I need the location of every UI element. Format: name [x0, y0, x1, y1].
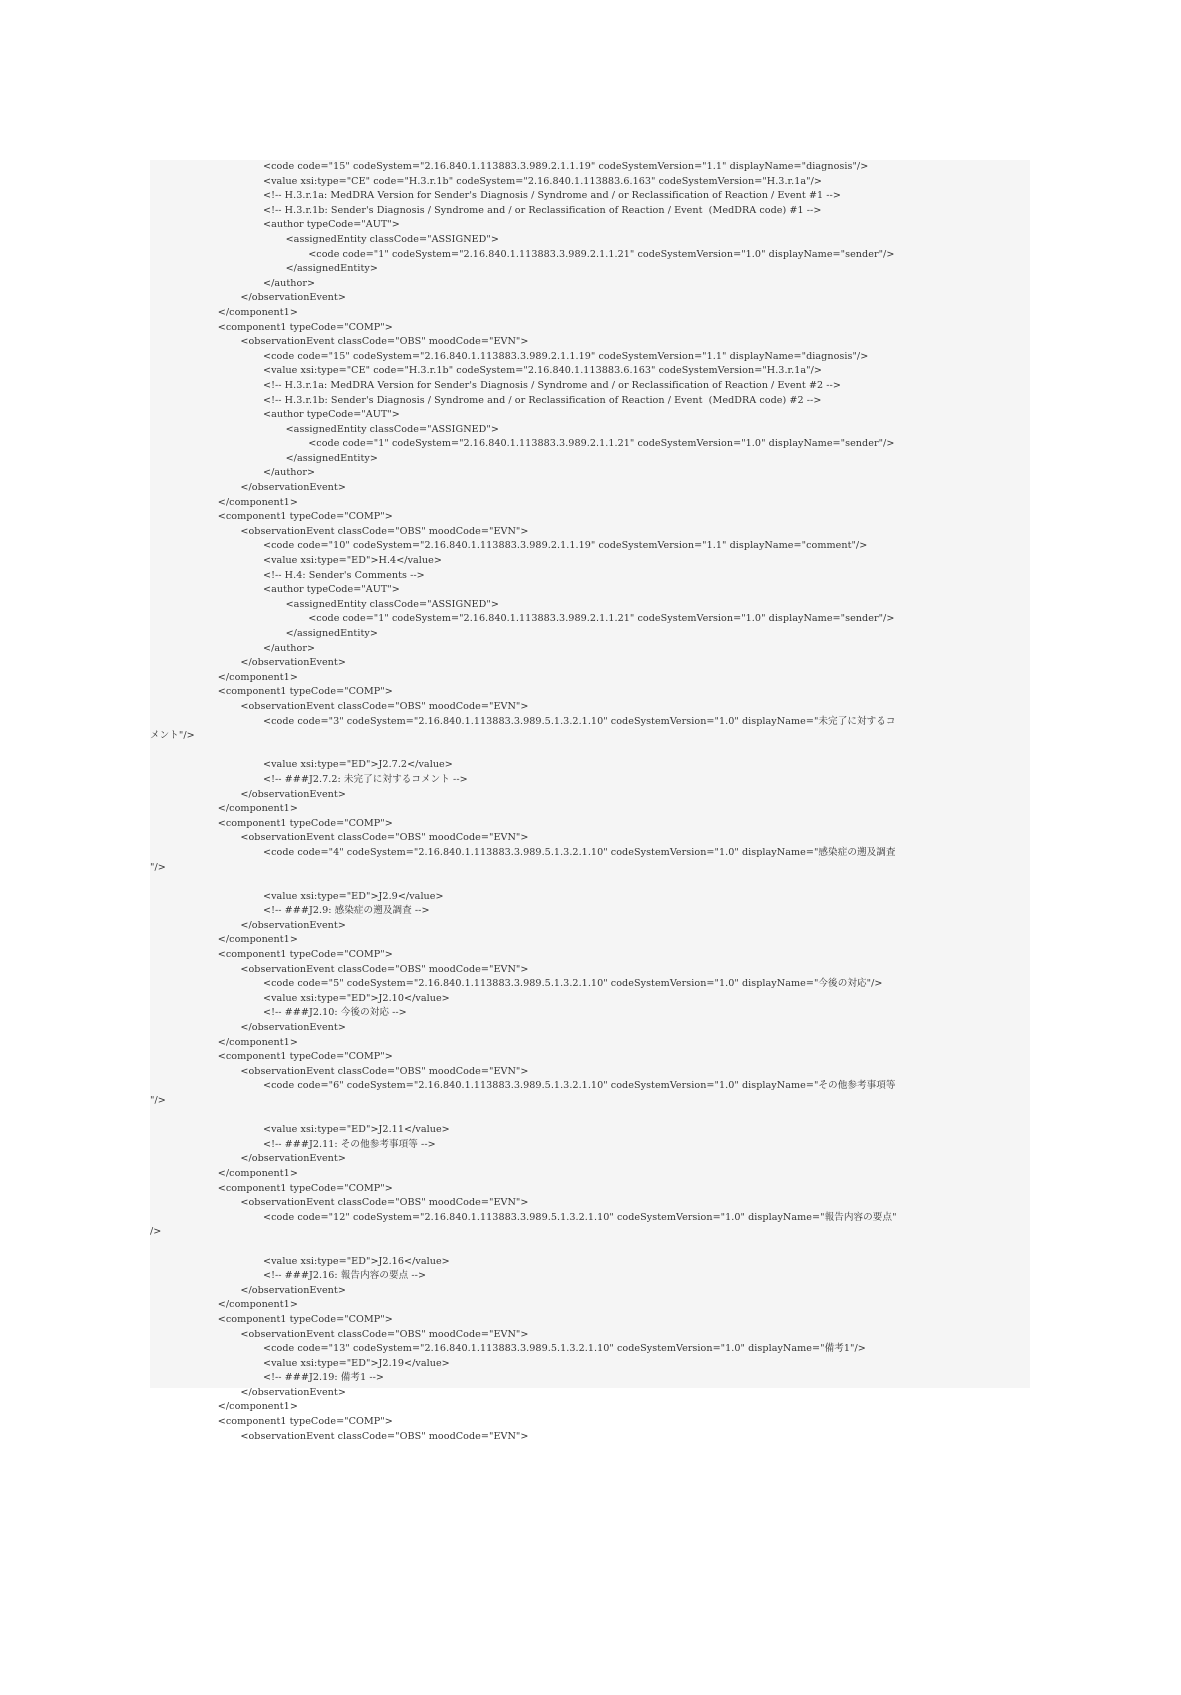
code-line: <observationEvent classCode="OBS" moodCode="EVN">: [240, 525, 529, 537]
code-line: </observationEvent>: [240, 788, 346, 800]
code-line: <observationEvent classCode="OBS" moodCode="EVN">: [240, 1328, 529, 1340]
code-line: </observationEvent>: [240, 657, 346, 669]
code-line: <value xsi:type="ED">J2.11</value>: [263, 1124, 450, 1136]
code-line: "/>: [150, 861, 166, 873]
code-line: <!-- ###J2.7.2: 未完了に対するコメント -->: [263, 773, 468, 785]
code-line: </component1>: [217, 496, 298, 508]
code-line: <assignedEntity classCode="ASSIGNED">: [285, 598, 499, 610]
code-listing: [150, 160, 1030, 1444]
code-line: </assignedEntity>: [285, 628, 378, 639]
code-line: <component1 typeCode="COMP">: [217, 949, 393, 961]
code-line: <value xsi:type="CE" code="H.3.r.1b" codeSystem="2.16.840.1.113883.6.163" codeSystemVersion="H.3.r.1a"/>: [263, 365, 822, 377]
code-line: />: [150, 1226, 162, 1238]
code-line: </component1>: [217, 934, 298, 946]
code-line: <!-- ###J2.11: その他参考事項等 -->: [263, 1138, 436, 1150]
code-line: </component1>: [217, 1167, 298, 1179]
code-line: <component1 typeCode="COMP">: [217, 1416, 393, 1428]
code-line: <component1 typeCode="COMP">: [217, 1313, 393, 1325]
code-line: <observationEvent classCode="OBS" moodCode="EVN">: [240, 832, 529, 844]
code-line: </component1>: [217, 306, 298, 318]
code-line: <code code="1" codeSystem="2.16.840.1.113883.3.989.2.1.1.21" codeSystemVersion="1.0" displayName="sender"/>: [308, 248, 895, 260]
code-line: <observationEvent classCode="OBS" moodCode="EVN">: [240, 963, 529, 975]
code-line: [150, 1109, 1030, 1124]
code-line: <code code="6" codeSystem="2.16.840.1.113883.3.989.5.1.3.2.1.10" codeSystemVersion="1.0" displayName="その他参考事項等: [263, 1080, 896, 1092]
code-line: </assignedEntity>: [285, 263, 378, 275]
code-line: <code code="3" codeSystem="2.16.840.1.113883.3.989.5.1.3.2.1.10" codeSystemVersion="1.0" displayName="未完了に対するコ: [263, 715, 896, 727]
code-line: <component1 typeCode="COMP">: [217, 1051, 393, 1063]
code-line: <code code="15" codeSystem="2.16.840.1.113883.3.989.2.1.1.19" codeSystemVersion="1.1" displayName="diagnosis"/>: [263, 350, 869, 362]
code-line: <component1 typeCode="COMP">: [217, 817, 393, 829]
code-line: <assignedEntity classCode="ASSIGNED">: [285, 423, 499, 435]
code-line: <value xsi:type="CE" code="H.3.r.1b" codeSystem="2.16.840.1.113883.6.163" codeSystemVersion="H.3.r.1a"/>: [263, 175, 822, 187]
code-line: <!-- ###J2.19: 備考1 -->: [263, 1372, 384, 1384]
code-line: <component1 typeCode="COMP">: [217, 511, 393, 523]
code-line: </component1>: [217, 1036, 298, 1048]
code-line: メント"/>: [150, 730, 195, 742]
code-line: </observationEvent>: [240, 1386, 346, 1398]
code-line: </observationEvent>: [240, 482, 346, 494]
code-line: <value xsi:type="ED">J2.7.2</value>: [263, 759, 453, 771]
code-line: <code code="13" codeSystem="2.16.840.1.113883.3.989.5.1.3.2.1.10" codeSystemVersion="1.0" displayName="備考1"/>: [263, 1343, 866, 1355]
code-line: <code code="1" codeSystem="2.16.840.1.113883.3.989.2.1.1.21" codeSystemVersion="1.0" displayName="sender"/>: [308, 438, 895, 450]
code-line: </observationEvent>: [240, 1022, 346, 1034]
code-line: <!-- ###J2.10: 今後の対応 -->: [263, 1007, 407, 1019]
code-line: <code code="1" codeSystem="2.16.840.1.113883.3.989.2.1.1.21" codeSystemVersion="1.0" displayName="sender"/>: [308, 613, 895, 625]
code-line: </component1>: [217, 1401, 298, 1413]
code-line: </assignedEntity>: [285, 452, 378, 464]
code-line: <!-- H.3.r.1b: Sender's Diagnosis / Syndrome and / or Reclassification of Reaction / Event (MedDRA code) #1 -->: [263, 204, 822, 216]
code-line: </observationEvent>: [240, 919, 346, 931]
code-line: [150, 1240, 1030, 1255]
code-line: <observationEvent classCode="OBS" moodCode="EVN">: [240, 1065, 529, 1077]
code-line: <observationEvent classCode="OBS" moodCode="EVN">: [240, 336, 529, 348]
code-line: <!-- H.3.r.1a: MedDRA Version for Sender's Diagnosis / Syndrome and / or Reclassification of Reaction / Event #2 -->: [263, 379, 841, 391]
code-line: <value xsi:type="ED">J2.10</value>: [263, 992, 450, 1004]
code-line: <author typeCode="AUT">: [263, 219, 400, 231]
code-line: <code code="5" codeSystem="2.16.840.1.113883.3.989.5.1.3.2.1.10" codeSystemVersion="1.0" displayName="今後の対応"/>: [263, 978, 883, 990]
code-line: <!-- H.3.r.1b: Sender's Diagnosis / Syndrome and / or Reclassification of Reaction / Event (MedDRA code) #2 -->: [263, 394, 822, 406]
code-line: </component1>: [217, 1299, 298, 1311]
code-line: <observationEvent classCode="OBS" moodCode="EVN">: [240, 1197, 529, 1209]
code-line: [150, 875, 1030, 890]
code-line: </component1>: [217, 671, 298, 683]
code-line: <author typeCode="AUT">: [263, 584, 400, 596]
code-line: <!-- H.4: Sender's Comments -->: [263, 569, 425, 581]
code-line: <value xsi:type="ED">J2.9</value>: [263, 890, 444, 902]
code-line: <code code="12" codeSystem="2.16.840.1.113883.3.989.5.1.3.2.1.10" codeSystemVersion="1.0" displayName="報告内容の要点": [263, 1211, 897, 1223]
code-line: <!-- H.3.r.1a: MedDRA Version for Sender's Diagnosis / Syndrome and / or Reclassification of Reaction / Event #1 -->: [263, 190, 841, 202]
code-line: <observationEvent classCode="OBS" moodCode="EVN">: [240, 700, 529, 712]
code-line: </component1>: [217, 803, 298, 815]
code-line: "/>: [150, 1095, 166, 1106]
code-line: <assignedEntity classCode="ASSIGNED">: [285, 233, 499, 245]
code-line: </author>: [263, 642, 316, 654]
code-line: [150, 744, 1030, 759]
code-line: <code code="10" codeSystem="2.16.840.1.113883.3.989.2.1.1.19" codeSystemVersion="1.1" displayName="comment"/>: [263, 540, 868, 552]
code-line: <component1 typeCode="COMP">: [217, 321, 393, 333]
code-line: <value xsi:type="ED">J2.16</value>: [263, 1255, 450, 1267]
code-line: </author>: [263, 467, 316, 479]
code-line: <observationEvent classCode="OBS" moodCode="EVN">: [240, 1430, 529, 1442]
code-line: <author typeCode="AUT">: [263, 409, 400, 421]
code-line: <value xsi:type="ED">H.4</value>: [263, 555, 442, 567]
code-line: </author>: [263, 277, 316, 289]
code-line: <!-- ###J2.16: 報告内容の要点 -->: [263, 1270, 427, 1282]
code-line: </observationEvent>: [240, 1284, 346, 1296]
code-line: <code code="15" codeSystem="2.16.840.1.113883.3.989.2.1.1.19" codeSystemVersion="1.1" displayName="diagnosis"/>: [263, 161, 869, 172]
code-line: <component1 typeCode="COMP">: [217, 1182, 393, 1194]
code-line: <component1 typeCode="COMP">: [217, 686, 393, 698]
code-line: <code code="4" codeSystem="2.16.840.1.113883.3.989.5.1.3.2.1.10" codeSystemVersion="1.0" displayName="感染症の遡及調査: [263, 846, 896, 858]
code-line: <value xsi:type="ED">J2.19</value>: [263, 1357, 450, 1369]
code-line: </observationEvent>: [240, 292, 346, 304]
code-line: </observationEvent>: [240, 1153, 346, 1165]
code-line: <!-- ###J2.9: 感染症の遡及調査 -->: [263, 905, 430, 917]
